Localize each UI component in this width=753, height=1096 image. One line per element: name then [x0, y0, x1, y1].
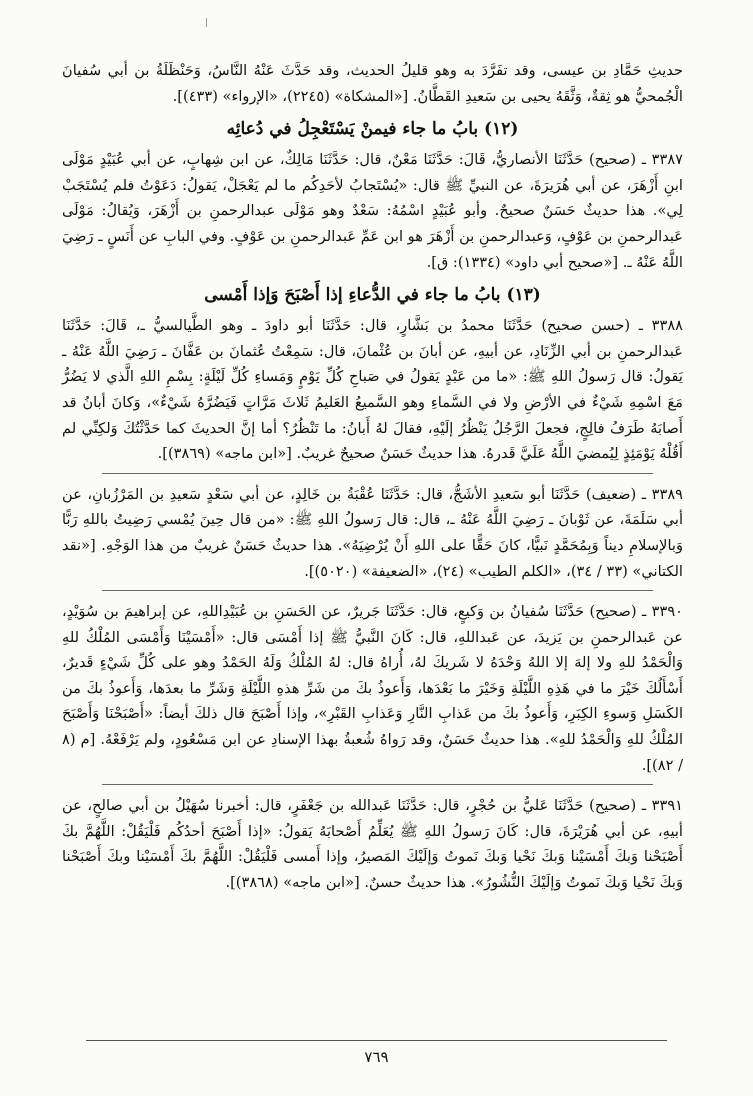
page-number: ٧٦٩ [364, 1048, 389, 1066]
footer-rule [86, 1040, 667, 1041]
hadith-3387: ٣٣٨٧ ـ (صحيح) حَدَّثَنَا الأنصاريُّ، قَالَ: حَدَّثَنَا مَعْنٌ، قال: حَدَّثَنَا مَالِكٌ، عن ابن شِهابٍ، عن أبي عُبَيْدٍ مَوْلَى ابنِ أَزْهَرَ، عن أبي هُرَيرَةَ، عن النبيِّ ﷺ قال: «يُسْتَجابُ لأحَدِكُم ما لم يَعْجَلْ، يَقولُ: دَعَوْتُ فلم يُسْتَجَبْ لِي». هذا حديثٌ حَسَنٌ صحيحٌ. وأبو عُبَيْدٍ اسْمُهُ: سَعْدٌ وهو مَوْلَى عبدالرحمنِ بن أَزْهَرَ، وَيُقالُ: مَوْلَى عَبدالرحمنِ بن عَوْفٍ، وَعبدالرحمنِ بن أَزْهَرَ هو ابن عَمِّ عَبدالرحمنِ بن عَوْفٍ. وفي البابِ عن أَنَسٍ ـ رَضِيَ اللَّهُ عَنْهُ ـ. [«صحيح أبي داود» (١٣٣٤): ق]. [62, 151, 683, 271]
hadith-3390: ٣٣٩٠ ـ (صحيح) حَدَّثَنَا سُفيانُ بن وَكيعٍ، قال: حَدَّثَنَا جَريرٌ، عن الحَسَنِ بن عُبَيْدِاللهِ، عن إبراهيمَ بن سُوَيْدٍ، عن عَبدالرحمنِ بن يَزيدَ، عن عَبداللهِ، قال: كَانَ النَّبيُّ ﷺ إذا أَمْسَى قال: «أَمْسَيْنَا وَأَمْسَى المُلْكُ للهِ وَالْحَمْدُ للهِ ولا إلهَ إلا اللهُ وَحْدَهُ لا شَريكَ لهُ، أُراهُ قال: لهُ المُلْكُ وَلَهُ الحَمْدُ وهو على كُلِّ شَيْءٍ قَديرٌ، أَسْأَلُكَ خَيْرَ ما في هَذِهِ اللَّيْلَةِ وَخَيْرَ ما بَعْدَها، وَأَعوذُ بكَ من شَرِّ هذهِ اللَّيْلَةِ وَشَرِّ ما بعدَها، وَأَعوذُ بكَ من الكَسَلِ وَسوءِ الكِبَرِ، وَأَعوذُ بكَ من عَذابِ النَّارِ وَعَذابِ القَبْرِ»، وإذا أَصْبَحَ قال ذلكَ أيضاً: «أَصْبَحْنَا وَأَصْبَحَ المُلْكُ للهِ وَالْحَمْدُ للهِ». هذا حديثٌ حَسَنٌ، وقد رَواهُ شُعبةُ بهذا الإسنادِ عن ابن مَسْعُودٍ، ولم يَرْفَعْهُ. [م (٨ / ٨٢)]. [62, 603, 683, 774]
hadith-3389: ٣٣٨٩ ـ (ضعيف) حَدَّثَنَا أبو سَعيدِ الأشَجُّ، قال: حَدَّثَنَا عُقْبَةُ بن خَالِدٍ، عن أبي سَعْدٍ سَعيدِ بن المَرْزُبانِ، عن أبي سَلَمَةَ، عن ثَوْبانَ ـ رَضِيَ اللَّهُ عَنْهُ ـ، قال: قال رَسولُ اللهِ ﷺ: «من قال حِينَ يُمْسي رَضِيتُ باللهِ رَبًّا وَبالإسلامِ ديناً وَبِمُحَمَّدٍ نَبيًّا، كانَ حَقًّا على اللهِ أَنْ يُرْضِيَهُ». هذا حديثٌ حَسَنٌ غريبٌ من هذا الوَجْهِ. [«نقد الكتاني» (٣٣ / ٣٤)، «الكلم الطيب» (٢٤)، «الضعيفة» (٥٠٢٠)]. [62, 485, 683, 580]
separator-line [102, 784, 653, 785]
page-mark [206, 18, 207, 27]
chapter-heading-12: (١٢) بابُ ما جاء فيمنْ يَسْتَعْجِلُ في دُعائِه [226, 119, 519, 140]
hadith-3388: ٣٣٨٨ ـ (حسن صحيح) حَدَّثَنَا محمدُ بن بَشَّارٍ، قال: حَدَّثَنَا أبو داودَ ـ وهو الطَّيالسيُّ ـ، قَالَ: حَدَّثَنَا عَبدالرحمنِ بن أبي الزِّنَادِ، عن أبيهِ، عن أبانَ بن عُثْمانَ، قال: سَمِعْتُ عُثمانَ بن عَفَّانَ ـ رَضِيَ اللَّهُ عَنْهُ ـ يَقولُ: قال رَسولُ اللهِ ﷺ: «ما من عَبْدٍ يَقولُ في صَباحِ كُلِّ يَوْمٍ وَمَساءِ كُلِّ لَيْلَةٍ: بِسْمِ اللهِ الَّذي لا يَضُرُّ مَعَ اسْمِهِ شَيْءٌ في الأرْضِ ولا في السَّماءِ وهو السَّميعُ العَليمُ ثَلاثَ مَرَّاتٍ فَيَضُرَّهُ شَيْءٌ»، وَكانَ أبانُ قد أَصابَهُ طَرَفُ فالِجٍ، فجعلَ الرَّجُلُ يَنْظُرُ إلَيْهِ، فقالَ لهُ أَبانُ: ما تَنْظُرُ؟ أما إنَّ الحديثَ كما حَدَّثْتُكَ وَلكِنِّي لم أَقُلْهُ يَوْمَئِذٍ لِيُمضيَ اللَّهُ عَلَيَّ قَدرهُ. هذا حديثٌ حَسَنٌ صحيحٌ غريبٌ. [«ابن ماجه» (٣٨٦٩)]. [62, 317, 683, 463]
chapter-heading-13: (١٣) بابُ ما جاء في الدُّعاءِ إذا أَصْبَحَ وَإذا أَمْسى [204, 285, 541, 306]
separator-line [102, 590, 653, 591]
separator-line [102, 473, 653, 474]
intro-paragraph: حديثِ حَمَّادِ بن عيسى، وقد تفَرَّدَ به وهو قليلُ الحديث، وقد حَدَّثَ عَنْهُ النَّاسُ، وَحَنْظَلَةُ بن أبي سُفيانَ الْجُمحيُّ هو ثِقةٌ، وَثَّقَهُ يحيى بن سَعيدِ القَطَّانُ. [«المشكاة» (٢٢٤٥)، «الإرواء» (٤٣٣)]. [62, 62, 683, 105]
hadith-3391: ٣٣٩١ ـ (صحيح) حَدَّثَنَا عَليُّ بن حُجْرٍ، قال: حَدَّثَنَا عَبدالله بن جَعْفَرٍ، قال: أخبرنا سُهَيْلُ بن أبي صالحٍ، عن أبيهِ، عن أبي هُرَيْرَةَ، قال: كَانَ رَسولُ اللهِ ﷺ يُعَلِّمُ أَصْحابَهُ يَقولُ: «إذا أَصْبَحَ أحدُكُم فَلْيَقُلْ: اللَّهُمَّ بكَ أَصْبَحْنا وَبكَ أَمْسَيْنا وَبكَ نَحْيا وَبكَ نَموتُ وَإلَيْكَ المَصيرُ، وإذا أَمسى فَلْيَقُلْ: اللَّهُمَّ بكَ أَمْسَيْنا وبكَ أَصْبَحْنا وَبكَ نَحْيا وَبكَ نَموتُ وَإلَيْكَ النُّشُورُ». هذا حديثٌ حسنٌ. [«ابن ماجه» (٣٨٦٨)]. [62, 797, 683, 892]
